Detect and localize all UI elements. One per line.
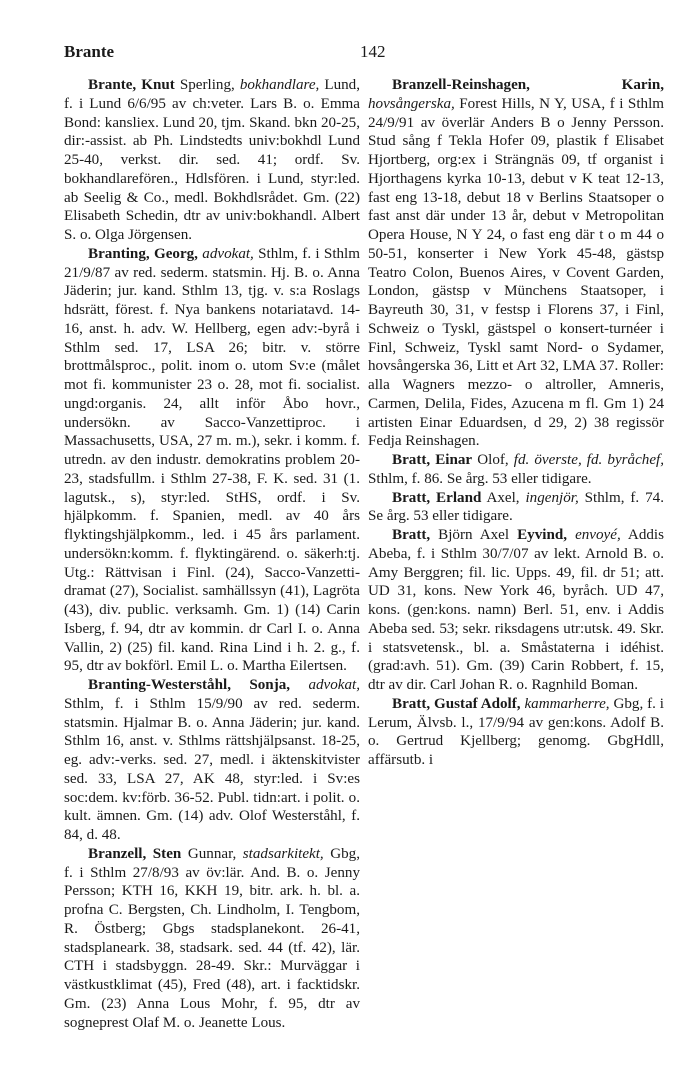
page-number: 142 <box>360 42 386 61</box>
entry-name: Bratt, <box>392 527 431 543</box>
entry-occupation: bokhandlare, <box>239 77 320 93</box>
entry-given-names: Gunnar, <box>181 845 243 862</box>
entry-occupation: ingenjör, <box>525 489 579 506</box>
running-head <box>64 42 664 66</box>
entry-name: Branzell, Sten <box>88 845 182 862</box>
entry-name: Bratt, Erland <box>392 489 482 506</box>
entry-occupation: stadsarkitekt, <box>242 845 324 862</box>
entry-bratt-eyvind <box>368 526 664 695</box>
entry-text: Sthlm, f. i Sthlm 21/9/87 av red. sederm. statsmin. Hj. B. o. Anna Jäderin; jur. kand. Sthlm 13, tjg. v. s:a Roslags hdsrätt, förest. f. Nya bankens notariatavd. 14-16, anst. h. adv. W. Hellberg, egen adv:-byrå i Sthlm sed. 17, LSA 26; bitr. v. större brottmålsproc., polit. inom o. utom Sv:e (målet mot fi. kommunister 23 o. 28, mot fi. socialist. ungd:organis. 24, allt inför Åbo hovr., undersökn. av Sacco-Vanzettiproc. i Massachusetts, USA, 27 m. m.), sekr. i komm. f. utredn. av den industr. demokratins problem 20-23, stadsfullm. i Sthlm 27-38, F. K. sed. 31 (1. lagutsk., s), styr:led. StHS, ordf. i Sv. hjälpkomm. f. Spanien, medl. av 40 års flyktingshjälpkomm., led. i 45 års parlament. undersökn:komm. f. flyktingärend. o. säkerh:tj. Utg.: Rättvisan i Finl. (24), Sacco-Vanzetti-dramat (27), Socialist. samhällssyn (41), Lagröta (43), div. public. verksamh. Gm. 1) (14) Carin Isberg, f. 94, dtr av kommin. dr Carl I. o. Anna Vallin, 2) (25) fil. kand. Rina Lind i h. 2. g., f. 95, dtr av bokförl. Emil L. o. Martha Eilertsen. <box>64 245 360 675</box>
entry-branting-georg <box>64 245 360 676</box>
entry-bratt-einar <box>368 451 664 489</box>
entry-text: Sthlm, f. 86. Se årg. 53 eller tidigare. <box>368 470 592 487</box>
entry-text: Gbg, f. i Lerum, Älvsb. l., 17/9/94 av gen:kons. Adolf B. o. Gertrud Kjellberg; genomg. GbgHdll, affärsutb. i <box>368 695 665 768</box>
entry-given-names <box>290 677 308 693</box>
entry-occupation: advokat, <box>202 245 254 262</box>
entry-text: Addis Abeba, f. i Sthlm 30/7/07 av lekt. Arnold B. o. Amy Berggren; fil. lic. Upps. 49, fil. dr 51; att. UD 31, kons. New York 46, byråch. UD 47, kons. (gen:kons. namn) Berl. 51, env. i Addis Abeba sed. 53; sekr. riksdagens utr:utsk. 49. Skr. i statsvetensk., bl. a. Småstaterna i idéhist. (grad:avh. 51). Gm. (39) Carin Robbert, f. 15, dtr av dir. Carl Johan R. o. Ragnhild Boman. <box>368 527 664 693</box>
entry-branzell-reinshagen-karin <box>368 76 664 451</box>
entry-given-names: Björn Axel <box>430 527 518 543</box>
entry-name: Bratt, Gustaf Adolf, <box>392 695 521 712</box>
right-column <box>368 76 664 770</box>
head-word: Brante <box>64 42 115 61</box>
entry-branting-westerstahl-sonja <box>64 676 360 845</box>
entry-brante-knut <box>64 76 360 245</box>
entry-name: Branting-Westerståhl, Sonja, <box>88 677 291 693</box>
entry-given-names: Olof, <box>472 452 514 468</box>
entry-occupation: envoyé, <box>575 527 621 543</box>
entry-text: Forest Hills, N Y, USA, f i Sthlm 24/9/91 av överlär Anders B o Jenny Persson. Stud sång f Tekla Hofer 09, plastik f Elisabet Hjortberg, org:ex i Strängnäs 09, tf organist i Hjorthagens kyrka 10-13, debut v K teat 12-13, fast eng 13-18, debut 18 v Berlins Staatsoper o fast anst där under 13 år, debut v Metropolitan Opera House, N Y 24, o fast eng där t o m 44 o 50-51, konserter i New York 45-48, gästsp Teatro Colon, Buenos Aires, v Covent Garden, London, gästsp v Münchens Staatsoper, i Bayreuth 30, 31, v festsp i Florens 37, i Finl, Schweiz o Tyskl, gästspel o konsert-turnéer i Finl, Schweiz, Tyskl samt Nord- o Sydamer, hovsångerska 36, Litt et Art 32, LMA 37. Roller: alla Wagners mezzo- o altroller, Amneris, Carmen, Delila, Fides, Azucena m fl. Gm 1) 24 artisten Einar Eduardsen, d 29, 2) 38 regissör Fedja Reinshagen. <box>368 95 664 450</box>
entry-name: Branzell-Reinshagen, Karin, <box>392 77 664 93</box>
entry-occupation: hovsångerska, <box>368 95 455 112</box>
entry-occupation: kammarherre, <box>524 695 610 712</box>
entry-name: Branting, Georg, <box>88 245 198 262</box>
entry-text: Lund, f. i Lund 6/6/95 av ch:veter. Lars B. o. Emma Bond: kansliex. Lund 20, tjm. Skand. bkn 20-25, dir:-assist. ab Ph. Lindstedts univ:bokhdl Lund 25-40, verkst. dir. sed. 41; ordf. Sv. bokhandlarefören., Hdlsfören. i Lund, styr:led. ab Seelig & Co., medl. Bokhdlsrådet. Gm. (22) Elisabeth Schedin, dtr av univ:bokhandl. Albert S. o. Olga Jörgensen. <box>64 77 360 243</box>
entry-given-names: Sperling, <box>174 77 240 93</box>
entry-text: Gbg, f. i Sthlm 27/8/93 av öv:lär. And. B. o. Jenny Persson; KTH 16, KKH 19, bitr. ark. h. bl. a. profna C. Bergsten, Ch. Lindholm, I. Tengbom, R. Östberg; Gbgs stadsplanekont. 26-41, stadsplaneark. 38, stadsark. sed. 44 (tf. 42), lär. CTH i stadsbyggn. 28-49. Skr.: Murväggar i västkustklimat (45), Fred (48), art. i facktidskr. Gm. (23) Anna Lous Mohr, f. 95, dtr av sogneprest Olaf M. o. Jeanette Lous. <box>64 845 361 1031</box>
entry-occupation: advokat, <box>308 677 360 693</box>
entry-name: Brante, Knut <box>88 77 175 93</box>
entry-given-names: Axel, <box>481 489 526 506</box>
entry-text: Sthlm, f. i Sthlm 15/9/90 av red. sederm. statsmin. Hjalmar B. o. Anna Jäderin; jur. kand. Sthlm 16, anst. v. Sthlms rättshjälpsanst. 18-25, eg. adv:-verks. sed. 27, medl. i äktenskitvister sed. 33, LSA 27, AK 48, styr:led. i Sv:es soc:dem. kv:förb. 36-52. Publ. tidn:art. i polit. o. kult. ämnen. Gm. (14) adv. Olof Westerståhl, f. 84, d. 48. <box>64 695 360 843</box>
left-column <box>64 76 360 1032</box>
entry-name: Bratt, Einar <box>392 452 473 468</box>
entry-bratt-gustaf-adolf <box>368 695 664 770</box>
entry-name-called: Eyvind, <box>517 527 568 543</box>
entry-text: Sthlm, f. 74. Se årg. 53 eller tidigare. <box>368 489 664 525</box>
entry-bratt-erland <box>368 489 664 527</box>
entry-occupation: fd. överste, fd. byråchef, <box>513 452 664 468</box>
entry-branzell-sten <box>64 845 360 1033</box>
